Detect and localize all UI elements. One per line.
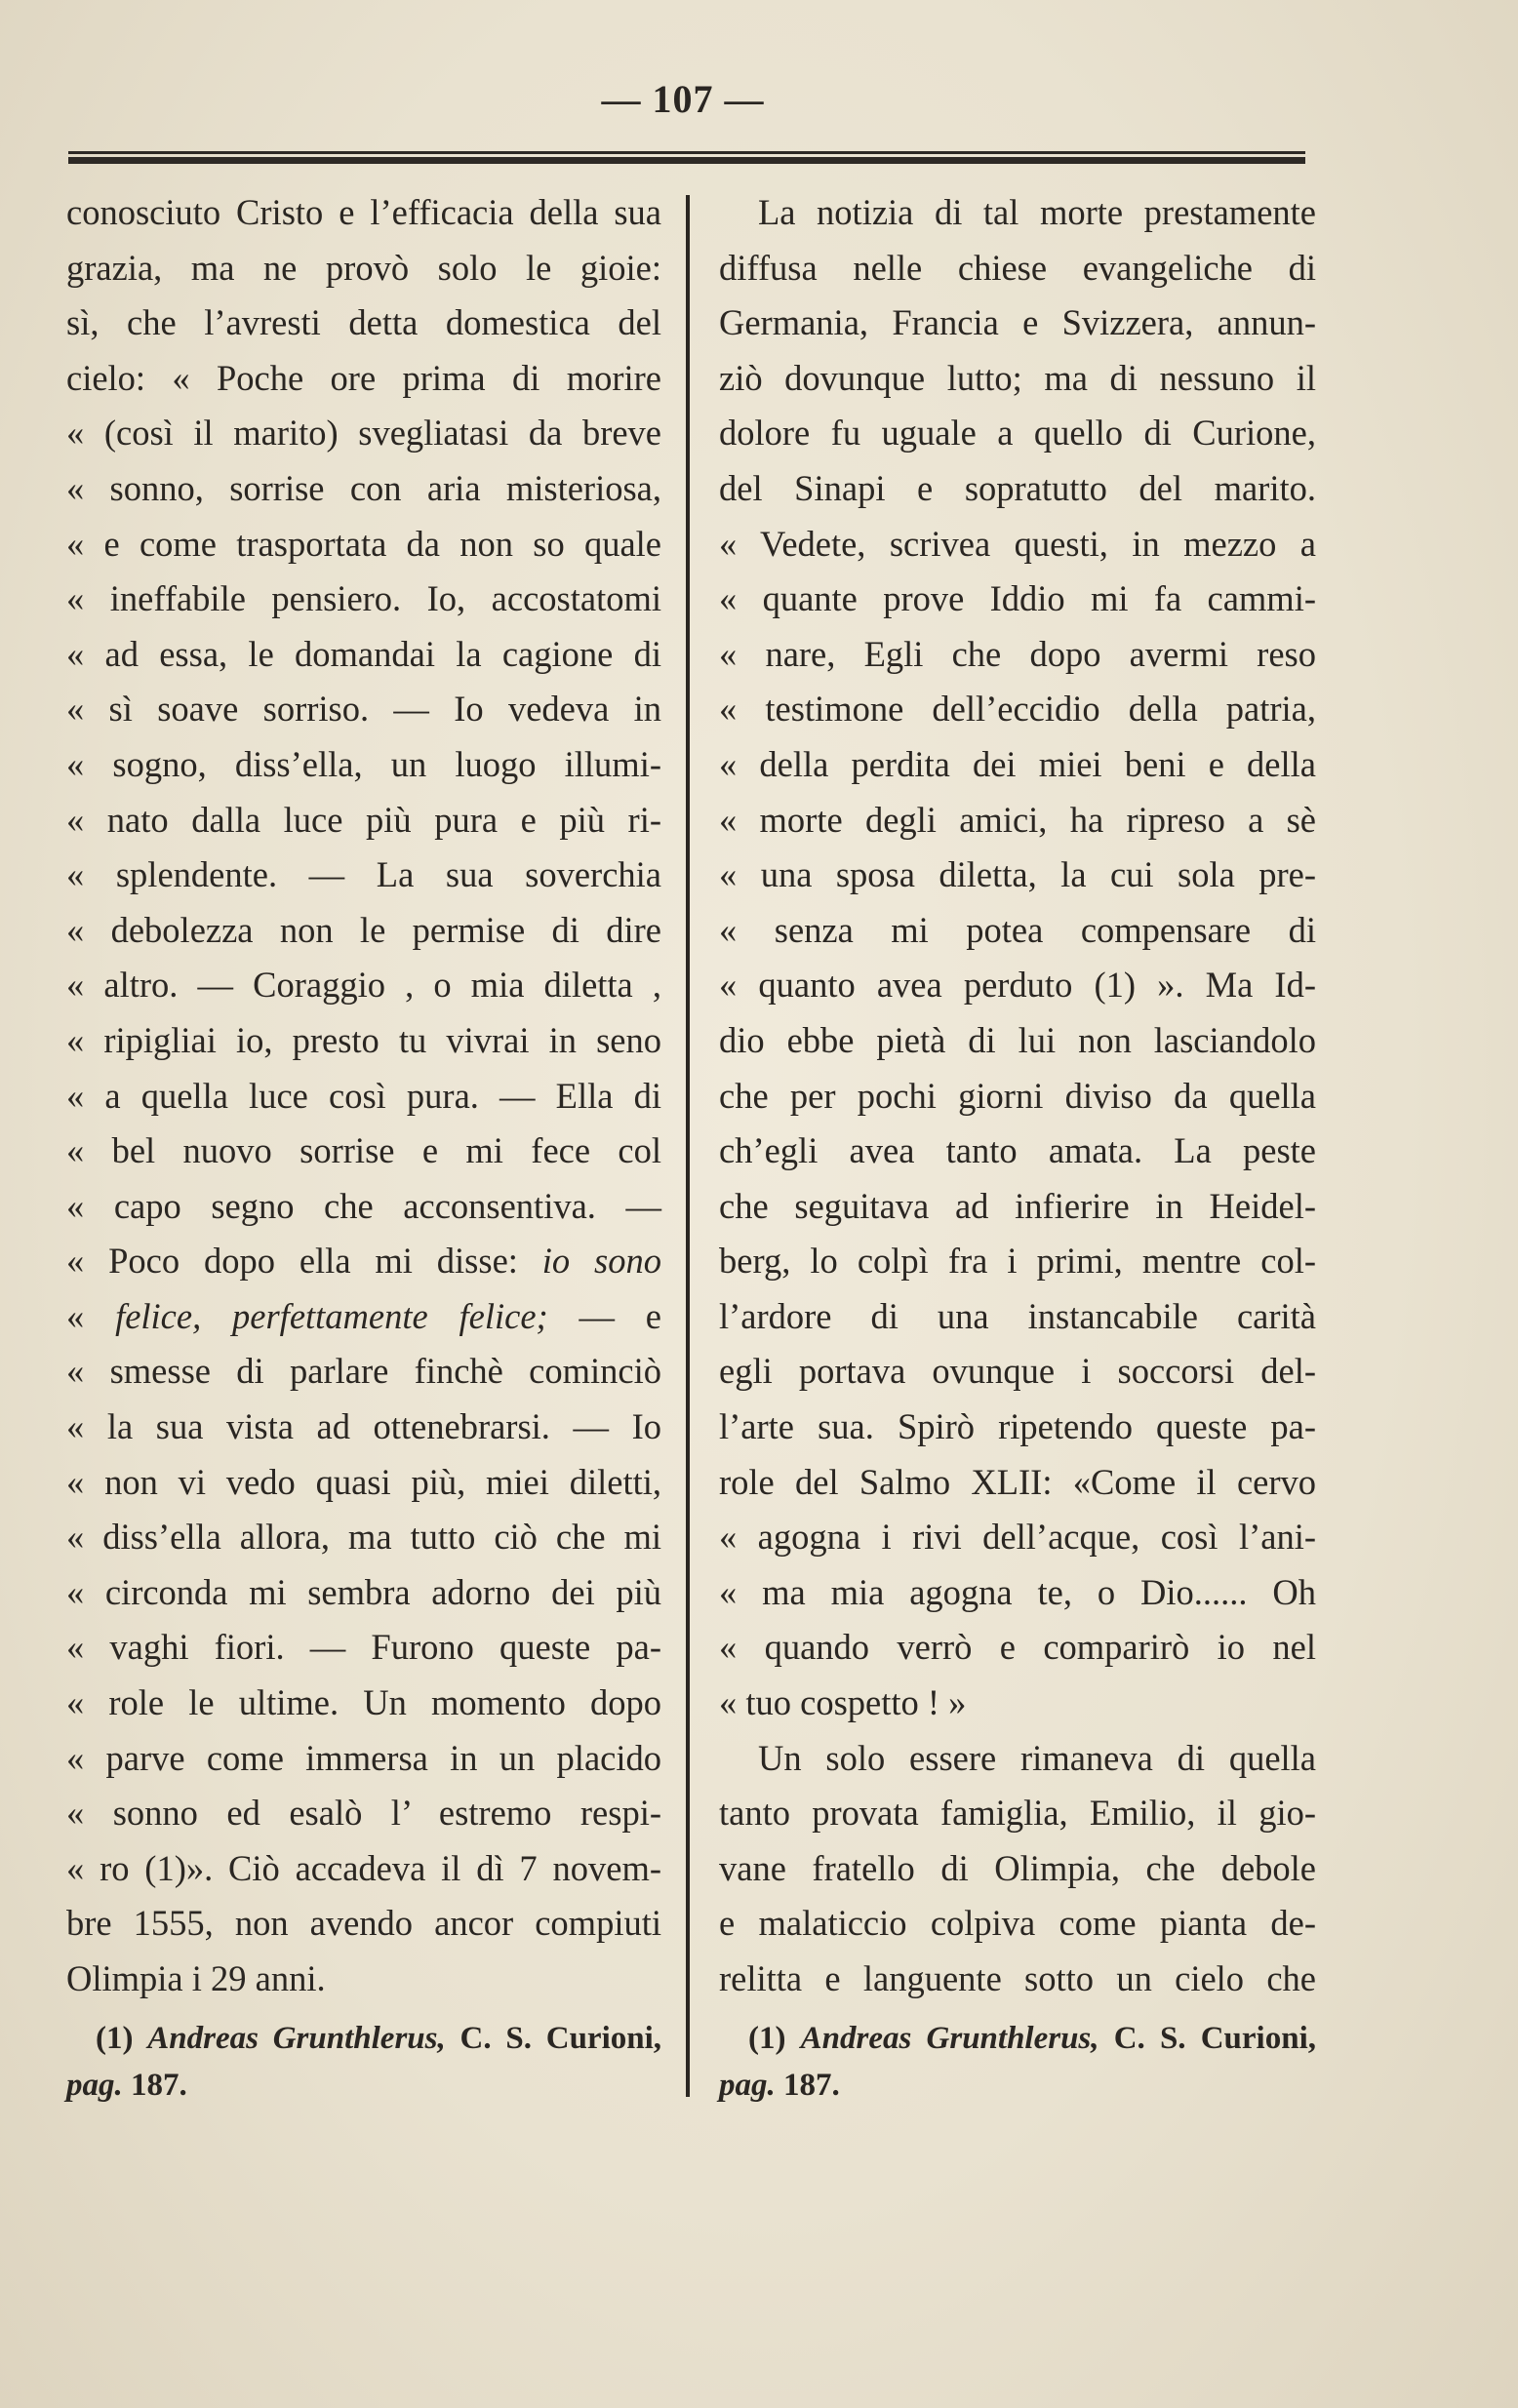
text-line: che seguitava ad infierire in Heidel- xyxy=(719,1185,1316,1226)
text-line: La notizia di tal morte prestamente xyxy=(758,192,1316,232)
footnote-author: Andreas Grunthlerus, xyxy=(147,2021,446,2056)
text-line: « tuo cospetto ! » xyxy=(719,1682,967,1723)
text-line: vane fratello di Olimpia, che debole xyxy=(719,1847,1316,1888)
footnote-work: C. S. Curioni, xyxy=(459,2021,662,2056)
footnote-page-prefix: pag. xyxy=(66,2068,123,2103)
text-line: cielo: « Poche ore prima di morire xyxy=(66,357,661,398)
footnote-mark: (1) xyxy=(748,2021,786,2056)
header-rule-thin xyxy=(68,151,1305,154)
footnote-left-line-2 xyxy=(66,2062,661,2109)
text-line: berg, lo colpì fra i primi, mentre col- xyxy=(719,1241,1316,1282)
text-line: egli portava ovunque i soccorsi del- xyxy=(719,1351,1316,1392)
text-line: « ripigliai io, presto tu vivrai in seno xyxy=(66,1019,661,1060)
footnote-work: C. S. Curioni, xyxy=(1113,2021,1316,2056)
header-rule xyxy=(68,151,1305,165)
page-number: — 107 — xyxy=(601,77,765,121)
text-line: « ro (1)». Ciò accadeva il dì 7 novem- xyxy=(66,1847,661,1888)
left-column xyxy=(66,185,661,2007)
text-line: « della perdita dei miei beni e della xyxy=(719,743,1316,784)
footnote-right xyxy=(719,2015,1316,2109)
text-line: « morte degli amici, ha ripreso a sè xyxy=(719,799,1316,840)
footnote-right-line-2 xyxy=(719,2062,1316,2109)
text-line: bre 1555, non avendo ancor compiuti xyxy=(66,1903,661,1944)
text-line: « capo segno che acconsentiva. — xyxy=(66,1185,661,1226)
text-line: « parve come immersa in un placido xyxy=(66,1737,661,1778)
text-line: « agogna i rivi dell’acque, così l’ani- xyxy=(719,1517,1316,1558)
text-line: « quanto avea perduto (1) ». Ma Id- xyxy=(719,965,1316,1006)
text-line: « ineffabile pensiero. Io, accostatomi xyxy=(66,578,661,619)
text-line: Germania, Francia e Svizzera, annun- xyxy=(719,302,1316,343)
text-line: « senza mi potea compensare di xyxy=(719,909,1316,950)
text-line: tanto provata famiglia, Emilio, il gio- xyxy=(719,1793,1316,1834)
text-line: del Sinapi e sopratutto del marito. xyxy=(719,467,1316,508)
text-line: Un solo essere rimaneva di quella xyxy=(758,1737,1316,1778)
italic-phrase: io sono xyxy=(541,1241,661,1282)
text-line: role del Salmo XLII: «Come il cervo xyxy=(719,1461,1316,1502)
right-column xyxy=(719,185,1316,2007)
text-line: « vaghi fiori. — Furono queste pa- xyxy=(66,1627,661,1668)
text-line: « diss’ella allora, ma tutto ciò che mi xyxy=(66,1517,661,1558)
footnote-left xyxy=(66,2015,661,2109)
text-line: e malaticcio colpiva come pianta de- xyxy=(719,1903,1316,1944)
text-line: « circonda mi sembra adorno dei più xyxy=(66,1571,661,1612)
text-line: « role le ultime. Un momento dopo xyxy=(66,1682,661,1723)
italic-phrase: felice, perfettamente felice; xyxy=(115,1295,579,1336)
footnote-author: Andreas Grunthlerus, xyxy=(800,2021,1099,2056)
text-line: « Poco dopo ella mi disse: io sono xyxy=(66,1241,661,1282)
text-line: « bel nuovo sorrise e mi fece col xyxy=(66,1130,661,1171)
text-line: « sonno ed esalò l’ estremo respi- xyxy=(66,1793,661,1834)
text-line: « splendente. — La sua soverchia xyxy=(66,854,661,895)
text-line: l’ardore di una instancabile carità xyxy=(719,1295,1316,1336)
footnote-left-line-1 xyxy=(66,2015,661,2062)
text-line: l’arte sua. Spirò ripetendo queste pa- xyxy=(719,1406,1316,1447)
text-line: grazia, ma ne provò solo le gioie: xyxy=(66,247,661,288)
text-line: dolore fu uguale a quello di Curione, xyxy=(719,413,1316,454)
text-line: relitta e languente sotto un cielo che xyxy=(719,1958,1316,1998)
text-line: « nare, Egli che dopo avermi reso xyxy=(719,633,1316,674)
footnote-mark: (1) xyxy=(96,2021,134,2056)
text-line: « la sua vista ad ottenebrarsi. — Io xyxy=(66,1406,661,1447)
footnote-page: 187. xyxy=(783,2068,840,2103)
text-line: « quando verrò e comparirò io nel xyxy=(719,1627,1316,1668)
text-line: « nato dalla luce più pura e più ri- xyxy=(66,799,661,840)
text-line: « quante prove Iddio mi fa cammi- xyxy=(719,578,1316,619)
text-line: « ma mia agogna te, o Dio...... Oh xyxy=(719,1571,1316,1612)
text-line: dio ebbe pietà di lui non lasciandolo xyxy=(719,1019,1316,1060)
header-rule-thick xyxy=(68,157,1305,164)
text-line: « altro. — Coraggio , o mia diletta , xyxy=(66,965,661,1006)
text-line: Olimpia i 29 anni. xyxy=(66,1958,326,1998)
text-line: « e come trasportata da non so quale xyxy=(66,523,661,564)
text-line: « non vi vedo quasi più, miei diletti, xyxy=(66,1461,661,1502)
text-line: « testimone dell’eccidio della patria, xyxy=(719,689,1316,730)
footnote-right-line-1 xyxy=(719,2015,1316,2062)
text-line: « sonno, sorrise con aria misteriosa, xyxy=(66,467,661,508)
text-line: sì, che l’avresti detta domestica del xyxy=(66,302,661,343)
text-line: « una sposa diletta, la cui sola pre- xyxy=(719,854,1316,895)
text-line: « (così il marito) svegliatasi da breve xyxy=(66,413,661,454)
text-line: ziò dovunque lutto; ma di nessuno il xyxy=(719,357,1316,398)
text-line: « sì soave sorriso. — Io vedeva in xyxy=(66,689,661,730)
text-line: « smesse di parlare finchè cominciò xyxy=(66,1351,661,1392)
text-line: diffusa nelle chiese evangeliche di xyxy=(719,247,1316,288)
text-line: « a quella luce così pura. — Ella di xyxy=(66,1075,661,1116)
text-line: « ad essa, le domandai la cagione di xyxy=(66,633,661,674)
column-divider xyxy=(686,195,690,2097)
text-line: « Vedete, scrivea questi, in mezzo a xyxy=(719,523,1316,564)
text-line: che per pochi giorni diviso da quella xyxy=(719,1075,1316,1116)
footnote-page: 187. xyxy=(131,2068,187,2103)
text-line: ch’egli avea tanto amata. La peste xyxy=(719,1130,1316,1171)
text-line: « debolezza non le permise di dire xyxy=(66,909,661,950)
footnote-page-prefix: pag. xyxy=(719,2068,776,2103)
text-line: « sogno, diss’ella, un luogo illumi- xyxy=(66,743,661,784)
text-line: « felice, perfettamente felice; — e xyxy=(66,1295,662,1336)
text-line: conosciuto Cristo e l’efficacia della sua xyxy=(66,192,661,232)
